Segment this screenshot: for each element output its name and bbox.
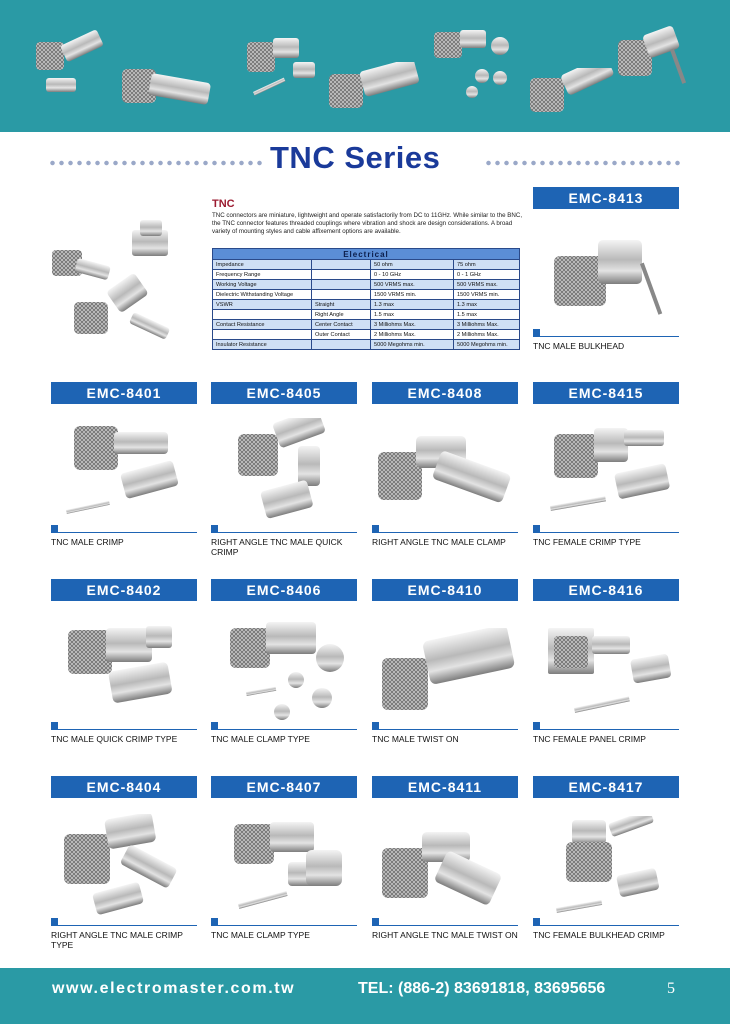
connector-image [62,620,182,716]
connector-image [430,26,522,102]
caption-marker [211,918,218,925]
page-title: TNC Series [270,140,441,175]
model-label-emc-8406: EMC-8406 [211,579,357,601]
spec-sub [312,280,371,290]
caption-rule [51,729,197,730]
connector-image [325,62,425,126]
table-row [213,280,520,290]
product-caption: RIGHT ANGLE TNC MALE CRIMP TYPE [51,930,183,950]
caption-rule [533,336,679,337]
table-row [213,340,520,350]
spec-label: VSWR [213,300,312,310]
spec-value-75: 3 Milliohms Max. [454,320,520,330]
spec-value-50: 3 Milliohms Max. [371,320,454,330]
footer-telephone: TEL: (886-2) 83691818, 83695656 [358,980,606,997]
spec-header-row [213,249,520,260]
connector-image [376,826,512,916]
spec-value-50: 0 - 10 GHz [371,270,454,280]
spec-sub [312,270,371,280]
caption-marker [372,918,379,925]
model-label-emc-8415: EMC-8415 [533,382,679,404]
spec-label [213,330,312,340]
caption-rule [372,925,518,926]
spec-label: Frequency Range [213,270,312,280]
title-dots-right [484,160,684,166]
intro-heading: TNC [212,198,235,210]
table-row [213,330,520,340]
spec-value-75: 1500 VRMS min. [454,290,520,300]
table-row [213,310,520,320]
caption-marker [51,918,58,925]
caption-rule [51,532,197,533]
caption-rule [372,532,518,533]
tnc-overview-image [44,220,194,350]
table-row [213,290,520,300]
connector-image [224,618,354,720]
product-caption: TNC FEMALE BULKHEAD CRIMP [533,930,665,940]
caption-marker [211,722,218,729]
connector-image [232,418,342,524]
caption-marker [533,722,540,729]
footer-website[interactable]: www.electromaster.com.tw [52,980,296,997]
spec-label: Contact Resistance [213,320,312,330]
intro-text: TNC connectors are miniature, lightweight and operate satisfactorily from DC to 11GHz. While similar to the BNC, the TNC connector features threaded couplings where vibration and shock are design considerations. A broad variety of mounting styles and cable affixement options are available. [212,212,523,235]
caption-marker [211,525,218,532]
spec-value-75: 75 ohm [454,260,520,270]
spec-value-50: 1500 VRMS min. [371,290,454,300]
caption-marker [533,525,540,532]
spec-sub [312,340,371,350]
model-label-emc-8416: EMC-8416 [533,579,679,601]
caption-rule [533,729,679,730]
spec-sub: Straight [312,300,371,310]
table-row [213,320,520,330]
connector-image [58,814,188,918]
spec-value-75: 5000 Megohms min. [454,340,520,350]
product-caption: TNC FEMALE CRIMP TYPE [533,537,641,547]
spec-value-50: 500 VRMS max. [371,280,454,290]
spec-value-50: 1.3 max [371,300,454,310]
connector-image [376,628,516,720]
product-caption: TNC MALE BULKHEAD [533,341,625,351]
spec-sub [312,260,371,270]
table-row [213,300,520,310]
connector-image [228,818,352,918]
connector-image [30,30,110,100]
connector-image [546,420,674,520]
title-dots-left [48,160,266,166]
caption-rule [211,532,357,533]
caption-rule [51,925,197,926]
connector-image [243,32,323,112]
spec-value-50: 2 Milliohms Max. [371,330,454,340]
product-caption: RIGHT ANGLE TNC MALE QUICK CRIMP [211,537,343,557]
connector-image [118,55,228,115]
spec-value-50: 5000 Megohms min. [371,340,454,350]
spec-value-75: 2 Milliohms Max. [454,330,520,340]
connector-image [60,418,184,522]
product-caption: RIGHT ANGLE TNC MALE TWIST ON [372,930,518,940]
spec-value-75: 1.5 max [454,310,520,320]
spec-label: Insulator Resistance [213,340,312,350]
connector-image [548,234,672,324]
connector-image [612,26,692,90]
product-caption: TNC MALE TWIST ON [372,734,459,744]
page-number: 5 [667,980,675,997]
spec-value-75: 500 VRMS max. [454,280,520,290]
connector-image [526,68,618,128]
model-label-emc-8407: EMC-8407 [211,776,357,798]
product-caption: TNC MALE CLAMP TYPE [211,734,310,744]
model-label-emc-8404: EMC-8404 [51,776,197,798]
caption-marker [51,722,58,729]
caption-rule [533,925,679,926]
table-row [213,260,520,270]
spec-header: Electrical [213,249,520,260]
connector-image [552,816,668,920]
spec-value-50: 1.5 max [371,310,454,320]
model-label-emc-8413: EMC-8413 [533,187,679,209]
spec-value-75: 0 - 1 GHz [454,270,520,280]
model-label-emc-8401: EMC-8401 [51,382,197,404]
product-caption: RIGHT ANGLE TNC MALE CLAMP [372,537,506,547]
spec-sub: Outer Contact [312,330,371,340]
product-caption: TNC MALE CLAMP TYPE [211,930,310,940]
caption-marker [533,329,540,336]
spec-value-75: 1.3 max [454,300,520,310]
model-label-emc-8417: EMC-8417 [533,776,679,798]
product-caption: TNC MALE CRIMP [51,537,124,547]
spec-sub [312,290,371,300]
spec-label: Working Voltage [213,280,312,290]
connector-image [372,428,518,518]
spec-value-50: 50 ohm [371,260,454,270]
caption-rule [372,729,518,730]
caption-marker [51,525,58,532]
caption-marker [533,918,540,925]
model-label-emc-8408: EMC-8408 [372,382,518,404]
header-band [0,0,730,132]
spec-sub: Center Contact [312,320,371,330]
spec-label [213,310,312,320]
product-caption: TNC FEMALE PANEL CRIMP [533,734,646,744]
electrical-spec-table [212,248,520,350]
caption-rule [211,925,357,926]
spec-sub: Right Angle [312,310,371,320]
caption-rule [533,532,679,533]
table-row [213,270,520,280]
connector-image [538,622,674,722]
model-label-emc-8410: EMC-8410 [372,579,518,601]
spec-label: Dielectric Withstanding Voltage [213,290,312,300]
model-label-emc-8405: EMC-8405 [211,382,357,404]
model-label-emc-8411: EMC-8411 [372,776,518,798]
spec-label: Impedance [213,260,312,270]
model-label-emc-8402: EMC-8402 [51,579,197,601]
caption-rule [211,729,357,730]
product-caption: TNC MALE QUICK CRIMP TYPE [51,734,178,744]
caption-marker [372,525,379,532]
caption-marker [372,722,379,729]
